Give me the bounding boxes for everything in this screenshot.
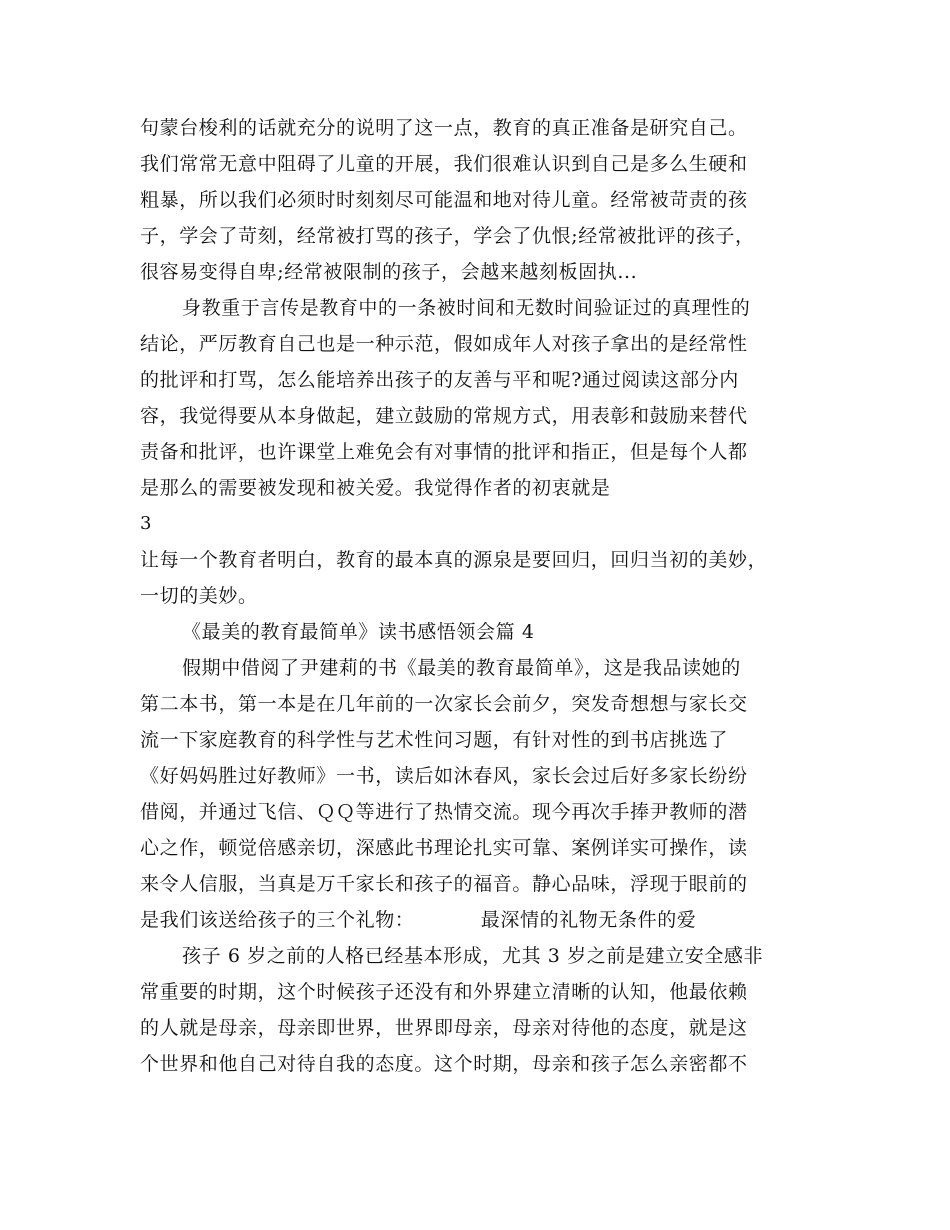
text-line: 是我们该送给孩子的三个礼物： 最深情的礼物无条件的爱: [140, 909, 697, 931]
text-line: 来令人信服，当真是万千家长和孩子的福音。静心品味，浮现于眼前的: [140, 873, 748, 895]
text-line: 的人就是母亲，母亲即世界，世界即母亲，母亲对待他的态度，就是这: [140, 1017, 748, 1039]
text-line: 个世界和他自己对待自我的态度。这个时期，母亲和孩子怎么亲密都不: [140, 1053, 748, 1075]
text-line: 的批评和打骂，怎么能培养出孩子的友善与平和呢?通过阅读这部分内: [140, 369, 739, 391]
text-line: 让每一个教育者明白，教育的最本真的源泉是要回归，回归当初的美妙，: [140, 549, 768, 571]
text-line: 句蒙台梭利的话就充分的说明了这一点，教育的真正准备是研究自己。: [140, 117, 748, 139]
page-number: 3: [140, 513, 153, 534]
text-line: 子，学会了苛刻，经常被打骂的孩子，学会了仇恨;经常被批评的孩子，: [140, 225, 755, 247]
text-line: 孩子 6 岁之前的人格已经基本形成，尤其 3 岁之前是建立安全感非: [182, 945, 764, 967]
text-line: 《好妈妈胜过好教师》一书，读后如沐春风，家长会过后好多家长纷纷: [140, 765, 748, 787]
text-line: 假期中借阅了尹建莉的书《最美的教育最简单》，这是我品读她的: [182, 657, 741, 679]
text-line: 《最美的教育最简单》读书感悟领会篇 4: [182, 621, 535, 643]
text-line: 一切的美妙。: [140, 585, 258, 607]
text-line: 身教重于言传是教育中的一条被时间和无数时间验证过的真理性的: [182, 297, 751, 319]
text-line: 流一下家庭教育的科学性与艺术性问习题，有针对性的到书店挑选了: [140, 729, 729, 751]
text-line: 借阅，并通过飞信、ＱＱ等进行了热情交流。现今再次手捧尹教师的潜: [140, 801, 748, 823]
text-line: 很容易变得自卑;经常被限制的孩子，会越来越刻板固执...: [140, 261, 638, 283]
text-line: 第二本书，第一本是在几年前的一次家长会前夕，突发奇想想与家长交: [140, 693, 748, 715]
text-line: 粗暴，所以我们必须时时刻刻尽可能温和地对待儿童。经常被苛责的孩: [140, 189, 748, 211]
document-page: [140, 110, 810, 1082]
text-line: 是那么的需要被发现和被关爱。我觉得作者的初衷就是: [140, 477, 611, 499]
text-line: 心之作，顿觉倍感亲切，深感此书理论扎实可靠、案例详实可操作，读: [140, 837, 748, 859]
text-line: 结论，严厉教育自己也是一种示范，假如成年人对孩子拿出的是经常性: [140, 333, 748, 355]
text-line: 容，我觉得要从本身做起，建立鼓励的常规方式，用表彰和鼓励来替代: [140, 405, 748, 427]
text-line: 常重要的时期，这个时候孩子还没有和外界建立清晰的认知，他最依赖: [140, 981, 748, 1003]
text-line: 我们常常无意中阻碍了儿童的开展，我们很难认识到自己是多么生硬和: [140, 153, 748, 175]
text-line: 责备和批评，也许课堂上难免会有对事情的批评和指正，但是每个人都: [140, 441, 748, 463]
